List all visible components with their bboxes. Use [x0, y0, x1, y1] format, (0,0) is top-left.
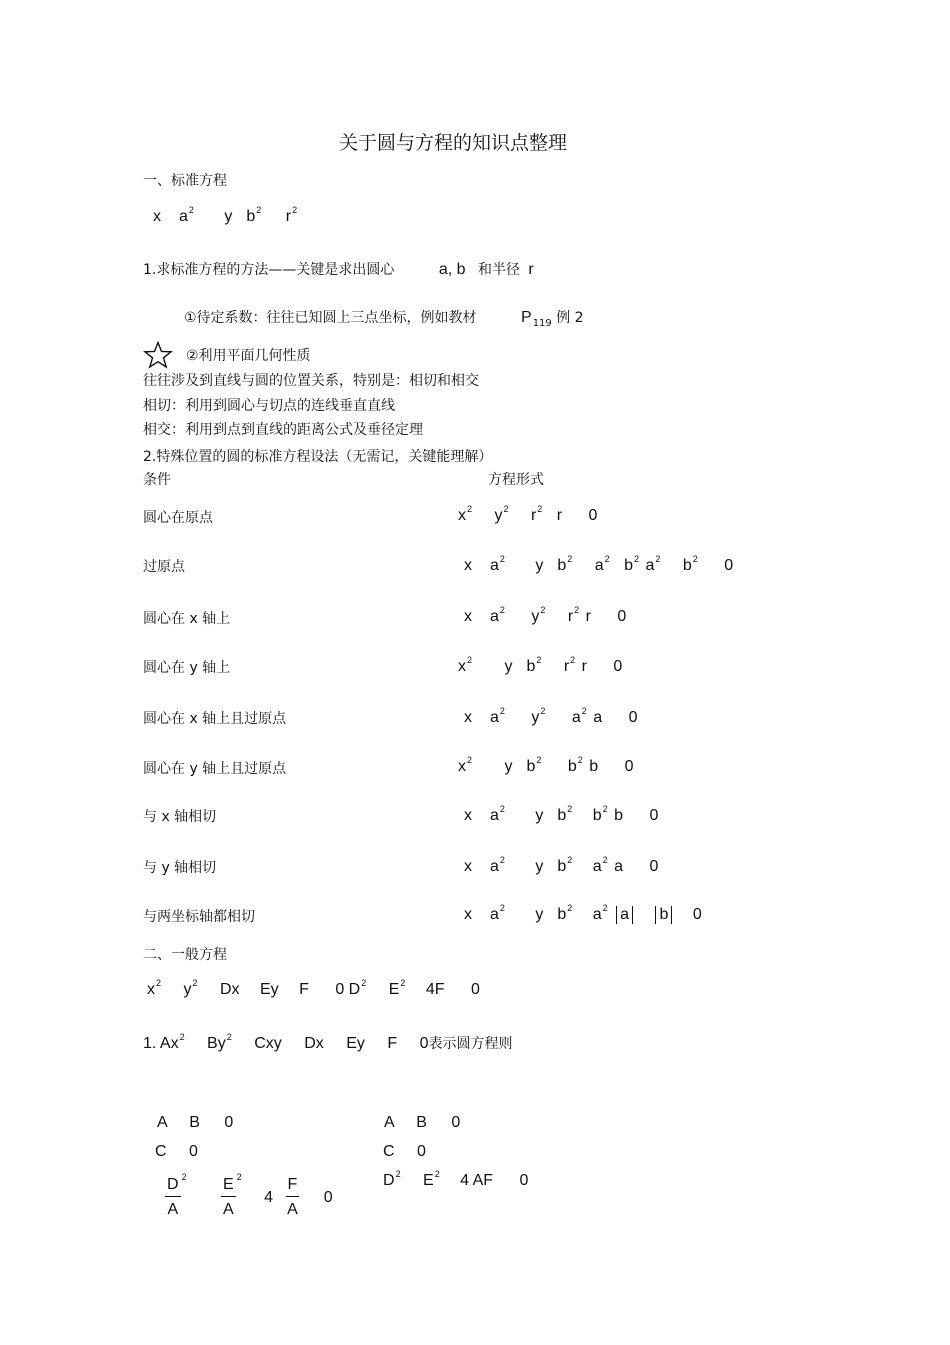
left-condition-line-2: C 0 [155, 1143, 198, 1160]
page-title: 关于圆与方程的知识点整理 [339, 132, 568, 154]
equation-tangent-both-axes: x $a^2$ y $b^2$ $a^2$ a b 0 [464, 903, 702, 923]
condition-tangent-x-axis: 与 x 轴相切 [143, 809, 217, 825]
left-condition-line-1: A B 0 [157, 1114, 234, 1131]
method-undetermined-coefficients: ①待定系数：往往已知圆上三点坐标，例如教材 $P_{119}$ 例 2 [184, 309, 584, 329]
condition-x-axis-through-origin: 圆心在 x 轴上且过原点 [143, 711, 287, 727]
section-heading-standard: 一、标准方程 [143, 173, 227, 189]
condition-center-on-x-axis: 圆心在 x 轴上 [143, 611, 231, 627]
right-condition-line-3: $D^2$ $E^2$ 4 AF 0 [383, 1169, 529, 1189]
equation-center-on-y-axis: $x^2$ y $b^2$ $r^2$ r 0 [458, 655, 623, 675]
condition-tangent-both-axes: 与两坐标轴都相切 [143, 909, 255, 925]
equation-tangent-x-axis: x $a^2$ y $b^2$ $b^2$ b 0 [464, 804, 659, 824]
standard-equation: x $a^2$ y $b^2$ $r^2$ [153, 205, 298, 225]
right-condition-line-2: C 0 [383, 1143, 426, 1160]
section-heading-general: 二、一般方程 [143, 947, 227, 963]
column-header-form: 方程形式 [488, 472, 544, 488]
equation-y-axis-through-origin: $x^2$ y $b^2$ $b^2$ b 0 [458, 755, 634, 775]
general-equation: $x^2$ $y^2$ Dx Ey F 0 $D^2$ $E^2$ 4F 0 [147, 978, 480, 998]
condition-origin-center: 圆心在原点 [143, 510, 213, 526]
quadratic-form-statement: 1. Ax$^2$ By$^2$ Cxy Dx Ey F 0表示圆方程则 [143, 1032, 513, 1052]
star-icon [143, 341, 173, 369]
method-plane-geometry: ②利用平面几何性质 [186, 348, 311, 364]
note-intersect: 相交：利用到点到直线的距离公式及垂径定理 [143, 422, 423, 438]
left-condition-line-3: $\frac{D}{A}$ $^2$ $\frac{E}{A}$ $^2$ 4 $\frac{F}{A}$ 0 [167, 1171, 333, 1218]
note-position-relation: 往往涉及到直线与圆的位置关系，特别是：相切和相交 [143, 373, 479, 389]
right-condition-line-1: A B 0 [384, 1114, 461, 1131]
condition-y-axis-through-origin: 圆心在 y 轴上且过原点 [143, 761, 287, 777]
equation-center-on-x-axis: x $a^2$ $y^2$ $r^2$ r 0 [464, 605, 627, 625]
equation-tangent-y-axis: x $a^2$ y $b^2$ $a^2$ a 0 [464, 855, 659, 875]
condition-tangent-y-axis: 与 y 轴相切 [143, 860, 217, 876]
equation-x-axis-through-origin: x $a^2$ $y^2$ $a^2$ a 0 [464, 706, 638, 726]
condition-through-origin: 过原点 [143, 559, 185, 575]
equation-through-origin: x $a^2$ y $b^2$ $a^2$ $b^2$ $a^2$ $b^2$ 0 [464, 554, 734, 574]
equation-origin-center: $x^2$ $y^2$ $r^2$ r 0 [458, 504, 598, 524]
special-position-heading: 2.特殊位置的圆的标准方程设法（无需记，关键能理解） [143, 449, 493, 465]
note-tangent: 相切：利用到圆心与切点的连线垂直直线 [143, 398, 395, 414]
column-header-condition: 条件 [143, 472, 171, 488]
condition-center-on-y-axis: 圆心在 y 轴上 [143, 660, 231, 676]
method-heading: 1.求标准方程的方法——关键是求出圆心 a, b 和半径 r [143, 261, 534, 278]
